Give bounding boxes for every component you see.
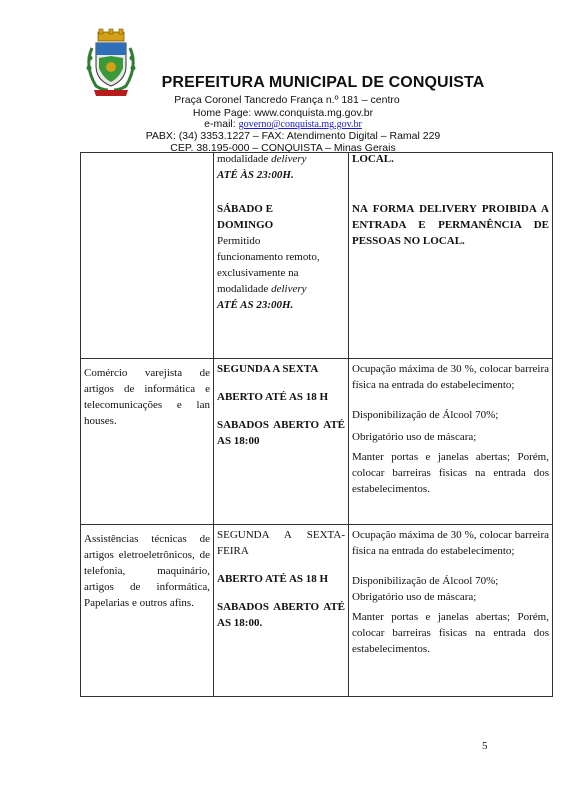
rule-mask: Obrigatório uso de máscara;: [352, 431, 477, 443]
rule-windows: Manter portas e janelas abertas; Porém, colocar barreiras fisicas na entrada dos estabelecimentos.: [352, 611, 549, 655]
header-address: Praça Coronel Tancredo França n.º 181 – centro: [174, 94, 400, 106]
email-label: e-mail:: [204, 118, 239, 130]
table-row: [81, 525, 553, 697]
rules-cell: [349, 525, 553, 697]
saturday-hour: SABADOS ABERTO ATÉ AS 18:00.: [217, 601, 345, 629]
schedule-text-italic: delivery: [271, 153, 307, 165]
rules-cell: [349, 153, 553, 359]
rule-text: LOCAL.: [352, 153, 394, 165]
rule-text: NA FORMA DELIVERY PROIBIDA A ENTRADA E PERMANÊNCIA DE PESSOAS NO LOCAL.: [352, 203, 549, 247]
table-row: [81, 359, 553, 525]
schedule-cell: [214, 153, 349, 359]
weekday-hour: ABERTO ATÉ AS 18 H: [217, 573, 329, 585]
schedule-hour: ATÉ ÀS 23:00H.: [217, 169, 294, 181]
schedule-text: modalidade: [217, 283, 272, 295]
rule-occupancy: Ocupação máxima de 30 %, colocar barreira física na entrada do estabelecimento;: [352, 529, 549, 557]
schedule-text: Permitido: [217, 235, 261, 247]
header-homepage: Home Page: www.conquista.mg.gov.br: [192, 107, 374, 119]
rule-alcohol: Disponibilização de Álcool 70%;: [352, 575, 499, 587]
weekend-title: DOMINGO: [217, 219, 274, 231]
weekday-hour: ABERTO ATÉ AS 18 H: [217, 391, 329, 403]
schedule-table: [80, 152, 553, 697]
schedule-cell: [214, 359, 349, 525]
rule-occupancy: Ocupação máxima de 30 %, colocar barreira física na entrada do estabelecimento;: [352, 363, 549, 391]
schedule-text-italic: delivery: [271, 283, 307, 295]
activity-cell: Assistências técnicas de artigos eletroeletrônicos, de telefonia, maquinário, artigos de informática, Papelarias e outros afins.: [81, 525, 214, 697]
rule-windows: Manter portas e janelas abertas; Porém, colocar barreiras fisicas na entrada dos estabelecimentos.: [352, 451, 549, 495]
activity-cell: Comércio varejista de artigos de informática e telecomunicações e lan houses.: [81, 359, 214, 525]
header-phones: PABX: (34) 3353.1227 – FAX: Atendimento Digital – Ramal 229: [145, 130, 441, 142]
header-cep: CEP. 38.195-000 – CONQUISTA – Minas Gerais: [170, 142, 396, 154]
saturday-hour: SABADOS ABERTO ATÉ AS 18:00: [217, 419, 345, 447]
page-number: 5: [482, 740, 488, 752]
schedule-text: exclusivamente na: [217, 267, 299, 279]
schedule-text: funcionamento remoto,: [217, 251, 320, 263]
rule-mask: Obrigatório uso de máscara;: [352, 591, 477, 603]
activity-cell: [81, 153, 214, 359]
weekend-hour: ATÉ AS 23:00H.: [217, 299, 294, 311]
page-title: PREFEITURA MUNICIPAL DE CONQUISTA: [161, 74, 485, 91]
schedule-text: modalidade: [217, 153, 272, 165]
rules-cell: [349, 359, 553, 525]
schedule-days: SEGUNDA A SEXTA-FEIRA: [217, 529, 345, 557]
weekend-title: SÁBADO E: [217, 203, 273, 215]
rule-alcohol: Disponibilização de Álcool 70%;: [352, 409, 499, 421]
table-row: [81, 153, 553, 359]
schedule-days: SEGUNDA A SEXTA: [217, 363, 319, 375]
email-link[interactable]: governo@conquista.mg.gov.br: [238, 119, 362, 130]
schedule-cell: [214, 525, 349, 697]
